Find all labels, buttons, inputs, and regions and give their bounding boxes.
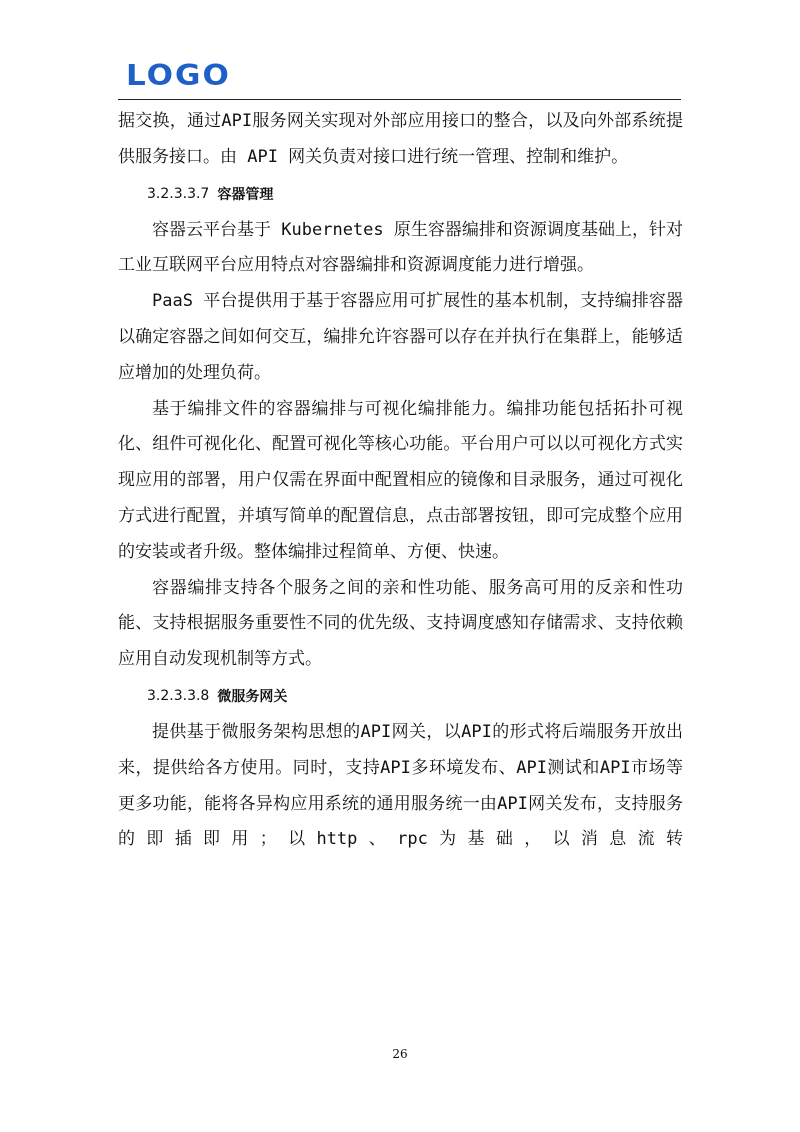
body-paragraph: 容器云平台基于 Kubernetes 原生容器编排和资源调度基础上，针对工业互联网平台应用特点对容器编排和资源调度能力进行增强。 <box>118 219 683 276</box>
section-number: 3.2.3.3.8 <box>147 688 210 705</box>
section-number: 3.2.3.3.7 <box>147 186 210 203</box>
body-paragraph: 基于编排文件的容器编排与可视化编排能力。编排功能包括拓扑可视化、组件可视化化、配置可视化等核心功能。平台用户可以以可视化方式实现应用的部署，用户仅需在界面中配置相应的镜像和目录服务，通过可视化方式进行配置，并填写简单的配置信息，点击部署按钮，即可完成整个应用的安装或者升级。整体编排过程简单、方便、快速。 <box>118 398 683 562</box>
section-heading-microservice-gateway <box>118 678 683 715</box>
logo: LOGO <box>126 59 231 93</box>
header-divider <box>118 99 681 100</box>
section-title: 微服务网关 <box>217 689 288 706</box>
body-paragraph: PaaS 平台提供用于基于容器应用可扩展性的基本机制，支持编排容器以确定容器之间如何交互，编排允许容器可以存在并执行在集群上，能够适应增加的处理负荷。 <box>118 291 683 383</box>
body-paragraph: 提供基于微服务架构思想的API网关，以API的形式将后端服务开放出来，提供给各方使用。同时，支持API多环境发布、API测试和API市场等更多功能，能将各异构应用系统的通用服务统一由API网关发布，支持服务的即插即用；以http、rpc为基础，以消息流转 <box>118 721 683 850</box>
section-heading-container-management <box>118 176 683 213</box>
body-paragraph: 容器编排支持各个服务之间的亲和性功能、服务高可用的反亲和性功能、支持根据服务重要性不同的优先级、支持调度感知存储需求、支持依赖应用自动发现机制等方式。 <box>118 577 683 670</box>
document-body <box>118 104 683 858</box>
intro-paragraph: 据交换，通过API服务网关实现对外部应用接口的整合，以及向外部系统提供服务接口。由 API 网关负责对接口进行统一管理、控制和维护。 <box>118 111 683 167</box>
section-title: 容器管理 <box>217 187 274 204</box>
page-number: 26 <box>392 1047 408 1061</box>
